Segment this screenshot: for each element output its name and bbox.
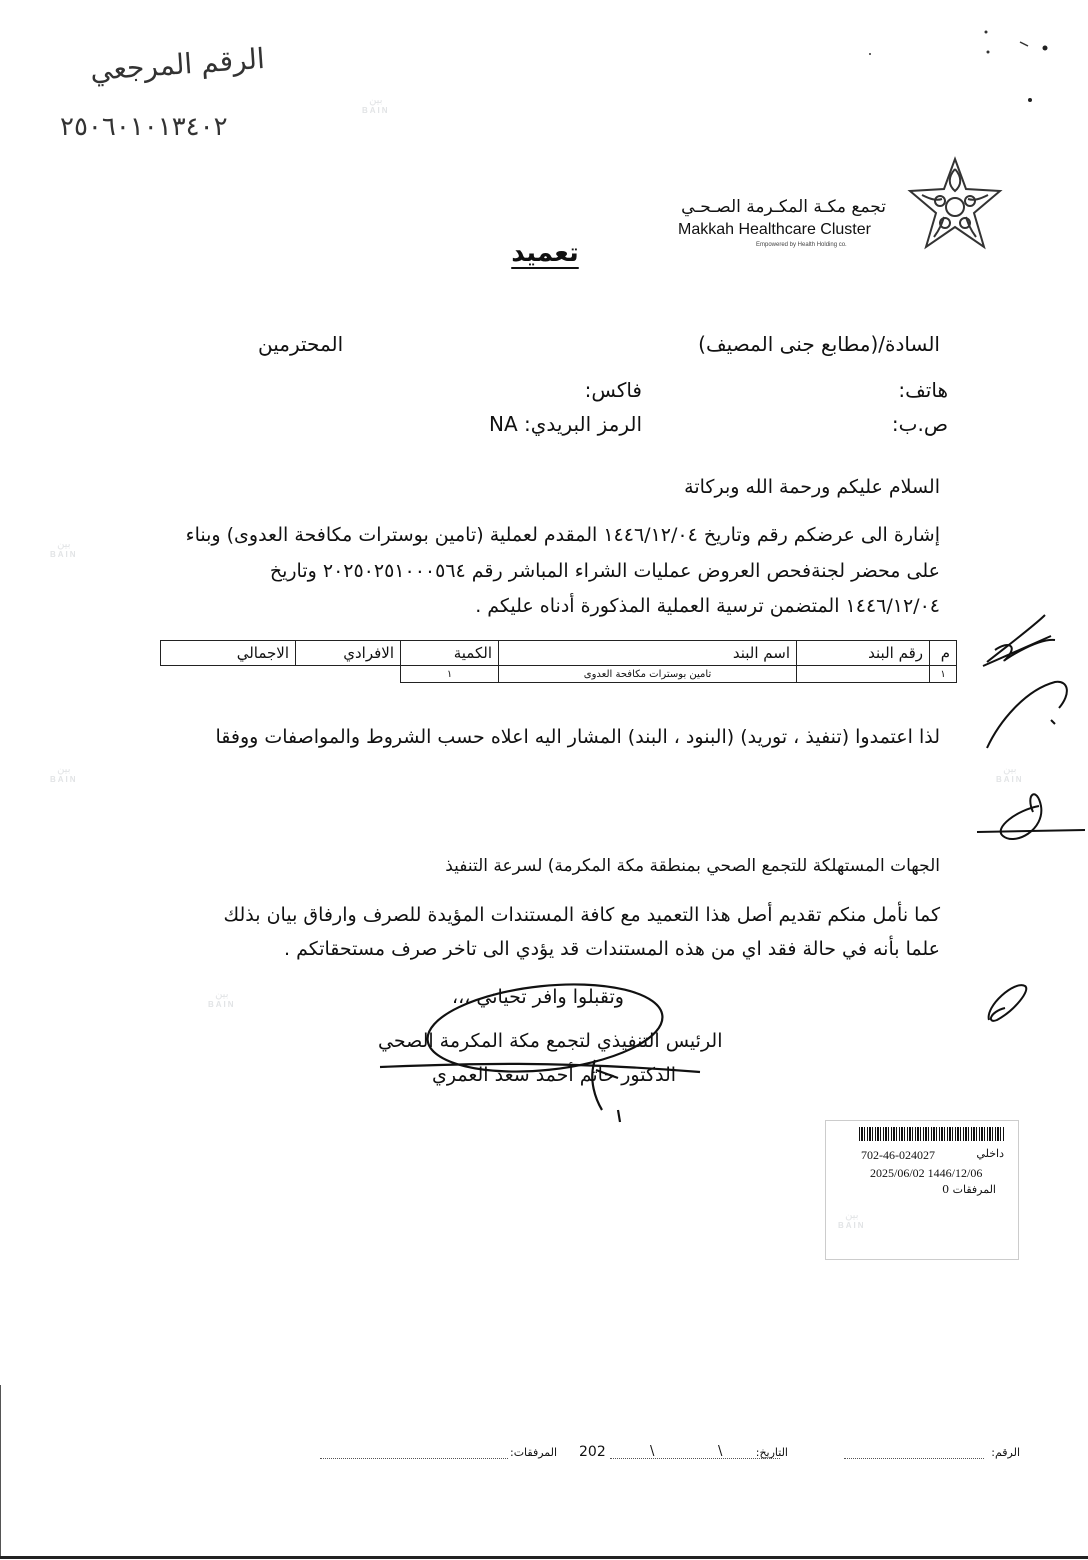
col-quantity: الكمية (401, 641, 499, 666)
cell-item-number (797, 666, 930, 683)
col-item-number: رقم البند (797, 641, 930, 666)
watermark: بين BAIN (50, 539, 78, 559)
items-table-wrap (160, 640, 957, 683)
col-unit-price: الافرادي (296, 641, 401, 666)
footer (320, 1442, 1020, 1466)
cell-total (161, 666, 296, 683)
watermark: بين BAIN (838, 1210, 866, 1230)
footer-ref-dots (844, 1458, 984, 1459)
pobox-label: ص.ب: (891, 412, 948, 436)
request-line: علما بأنه في حالة فقد اي من هذه المستندات قد يؤدي الى تاخر صرف مستحقاتكم . (284, 938, 940, 960)
signer-title: الرئيس التنفيذي لتجمع مكة المكرمة الصحي (378, 1030, 723, 1052)
footer-attach-label: المرفقات: (510, 1446, 558, 1459)
consumers-line: الجهات المستهلكة للتجمع الصحي بمنطقة مكة المكرمة) لسرعة التنفيذ (445, 856, 940, 876)
stamp-attachments: المرفقات 0 (942, 1183, 996, 1196)
handwritten-ref-label: الرقم المرجعي (89, 41, 266, 88)
intro-line: على محضر لجنةفحص العروض عمليات الشراء المباشر رقم ٢٠٢٥٠٢٥١٠٠٠٥٦٤ وتاريخ (269, 560, 940, 582)
col-index: م (930, 641, 957, 666)
table-row (161, 666, 957, 683)
cell-unit-price (296, 666, 401, 683)
cell-index: ١ (930, 666, 957, 683)
incoming-stamp (825, 1120, 1019, 1260)
footer-date-label: التاريخ: (755, 1446, 788, 1459)
cell-quantity: ١ (401, 666, 499, 683)
intro-line: إشارة الى عرضكم رقم وتاريخ ١٤٤٦/١٢/٠٤ المقدم لعملية (تامين بوسترات مكافحة العدوى) وبناء (185, 524, 940, 546)
logo-name-ar: تجمع مكـة المكـرمة الصـحـي (681, 197, 886, 217)
items-table (160, 640, 957, 683)
footer-slash: \ (650, 1444, 655, 1459)
watermark: بين BAIN (208, 989, 236, 1009)
postal-code: الرمز البريدي: NA (489, 412, 642, 436)
intro-line: ١٤٤٦/١٢/٠٤ المتضمن ترسية العملية المذكورة أدناه عليكم . (475, 595, 940, 617)
phone-label: هاتف: (898, 378, 948, 402)
watermark: بين BAIN (362, 95, 390, 115)
table-header-row (161, 641, 957, 666)
closing: وتقبلوا وافر تحياتي ،،، (452, 986, 624, 1008)
signature-scribble (370, 960, 770, 1130)
cell-item-name: تامين بوسترات مكافحة العدوى (499, 666, 797, 683)
star-emblem-icon (900, 155, 1010, 259)
margin-initials (975, 610, 1088, 1030)
barcode-icon (859, 1127, 1005, 1141)
handwritten-ref-number: ٢٥٠٦٠١٠١٣٤٠٢ (60, 112, 228, 142)
fax-label: فاكس: (584, 378, 642, 402)
footer-date-dots (610, 1458, 780, 1459)
logo-tagline: Empowered by Health Holding co. (756, 242, 847, 248)
approval-line: لذا اعتمدوا (تنفيذ ، توريد) (البنود ، البند) المشار اليه اعلاه حسب الشروط والمواصفات ووفقا (215, 726, 940, 748)
footer-year: 202 (579, 1444, 606, 1460)
addressee: السادة/(مطابع جنى المصيف) (698, 332, 940, 356)
footer-ref-label: الرقم: (991, 1446, 1020, 1459)
request-line: كما نأمل منكم تقديم أصل هذا التعميد مع كافة المستندات المؤيدة للصرف وارفاق بيان بذلك (223, 904, 940, 926)
greeting: السلام عليكم ورحمة الله وبركاتة (684, 476, 940, 498)
logo-name-en: Makkah Healthcare Cluster (678, 221, 871, 238)
footer-slash: \ (718, 1444, 723, 1459)
watermark: بين BAIN (996, 764, 1024, 784)
footer-attach-dots (320, 1458, 508, 1459)
signer-name: الدكتور حاتم أحمد سعد العمري (432, 1064, 677, 1086)
scan-edge-bottom (0, 1556, 1088, 1559)
stamp-dates: 2025/06/02 1446/12/06 (870, 1166, 983, 1180)
col-item-name: اسم البند (499, 641, 797, 666)
scan-specks (860, 20, 1060, 110)
stamp-internal-label: داخلي (976, 1147, 1004, 1160)
col-total: الاجمالي (161, 641, 296, 666)
watermark: بين BAIN (50, 764, 78, 784)
doc-title: تعميد (511, 238, 579, 268)
honorific: المحترمين (258, 332, 344, 356)
scan-edge-left (0, 1385, 1, 1556)
stamp-number: 702-46-024027 (861, 1148, 935, 1162)
cluster-logo (676, 155, 1016, 265)
